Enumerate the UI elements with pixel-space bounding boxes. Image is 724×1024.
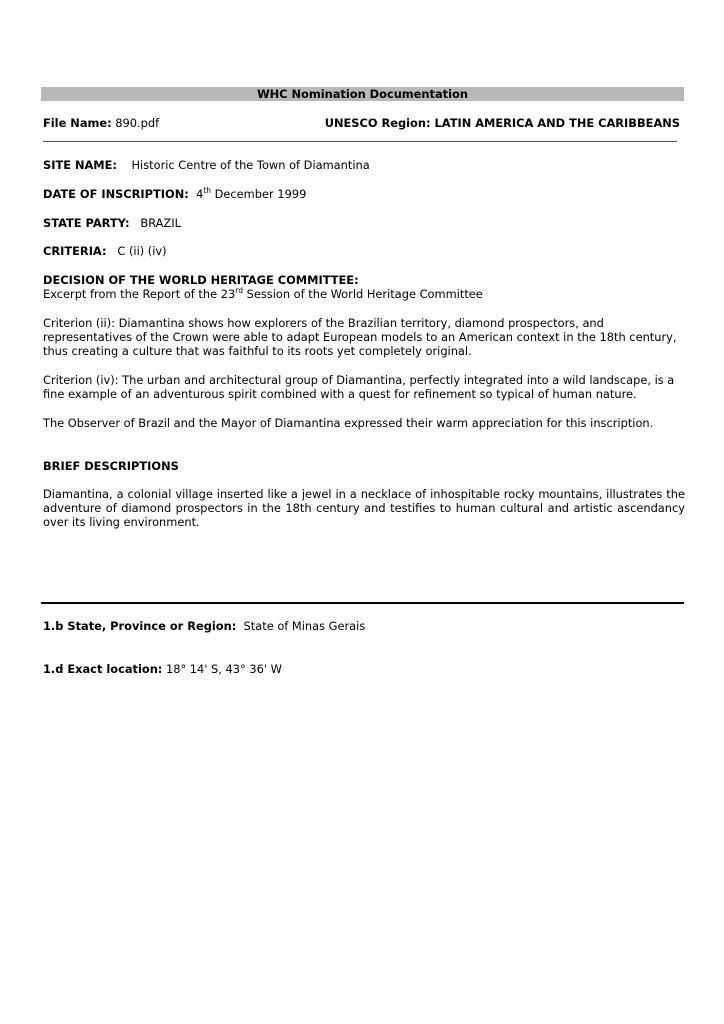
criterion-ii-paragraph: Criterion (ii): Diamantina shows how explorers of the Brazilian territory, diamond prospectors, and representatives of the Crown were able to adapt European models to an American context in the 18th century, thus creating a culture that was faithful to its roots yet completely original. (43, 316, 677, 358)
brief-descriptions-heading: BRIEF DESCRIPTIONS (43, 459, 179, 473)
state-province-region-field (43, 619, 365, 633)
excerpt-prefix: Excerpt from the Report of the 23 (43, 287, 236, 301)
decision-excerpt (43, 287, 685, 301)
section-divider (41, 602, 684, 604)
excerpt-superscript: rd (235, 286, 243, 296)
criterion-iv-paragraph: Criterion (iv): The urban and architectural group of Diamantina, perfectly integrated into a wild landscape, is a fine example of an adventurous spirit combined with a quest for refinement so typical of human nature. (43, 373, 675, 401)
file-name-value: 890.pdf (115, 116, 160, 130)
inscription-day-suffix: th (203, 186, 212, 196)
criteria-value: C (ii) (iv) (117, 244, 167, 258)
site-name-field (43, 158, 370, 172)
header-divider (43, 141, 677, 142)
file-info-row (43, 116, 684, 132)
state-party-field (43, 216, 181, 230)
unesco-region (325, 116, 680, 130)
inscription-month-year: December 1999 (211, 187, 307, 201)
state-province-region-value: State of Minas Gerais (243, 619, 366, 633)
unesco-region-value: LATIN AMERICA AND THE CARIBBEANS (434, 116, 680, 130)
inscription-date-field (43, 187, 306, 201)
observer-paragraph: The Observer of Brazil and the Mayor of Diamantina expressed their warm appreciation for this inscription. (43, 416, 654, 430)
decision-heading: DECISION OF THE WORLD HERITAGE COMMITTEE: (43, 273, 359, 287)
inscription-day: 4 (196, 187, 204, 201)
state-province-region-label: 1.b State, Province or Region: (43, 619, 237, 633)
inscription-date-label: DATE OF INSCRIPTION: (43, 187, 189, 201)
site-name-label: SITE NAME: (43, 158, 117, 172)
file-name-label: File Name: (43, 116, 112, 130)
excerpt-suffix: Session of the World Heritage Committee (242, 287, 483, 301)
brief-descriptions-text: Diamantina, a colonial village inserted like a jewel in a necklace of inhospitable rocky mountains, illustrates the adventure of diamond prospectors in the 18th century and testifies to human cultural and artistic ascendancy over its living environment. (43, 487, 685, 529)
site-name-value: Historic Centre of the Town of Diamantina (131, 158, 370, 172)
exact-location-field (43, 662, 282, 676)
exact-location-label: 1.d Exact location: (43, 662, 163, 676)
unesco-region-label: UNESCO Region: (324, 116, 431, 130)
criteria-field (43, 244, 167, 258)
criteria-label: CRITERIA: (43, 244, 107, 258)
state-party-value: BRAZIL (140, 216, 181, 230)
state-party-label: STATE PARTY: (43, 216, 130, 230)
exact-location-value: 18° 14' S, 43° 36' W (165, 662, 282, 676)
document-header-bar (41, 87, 684, 101)
document-title: WHC Nomination Documentation (257, 87, 468, 101)
